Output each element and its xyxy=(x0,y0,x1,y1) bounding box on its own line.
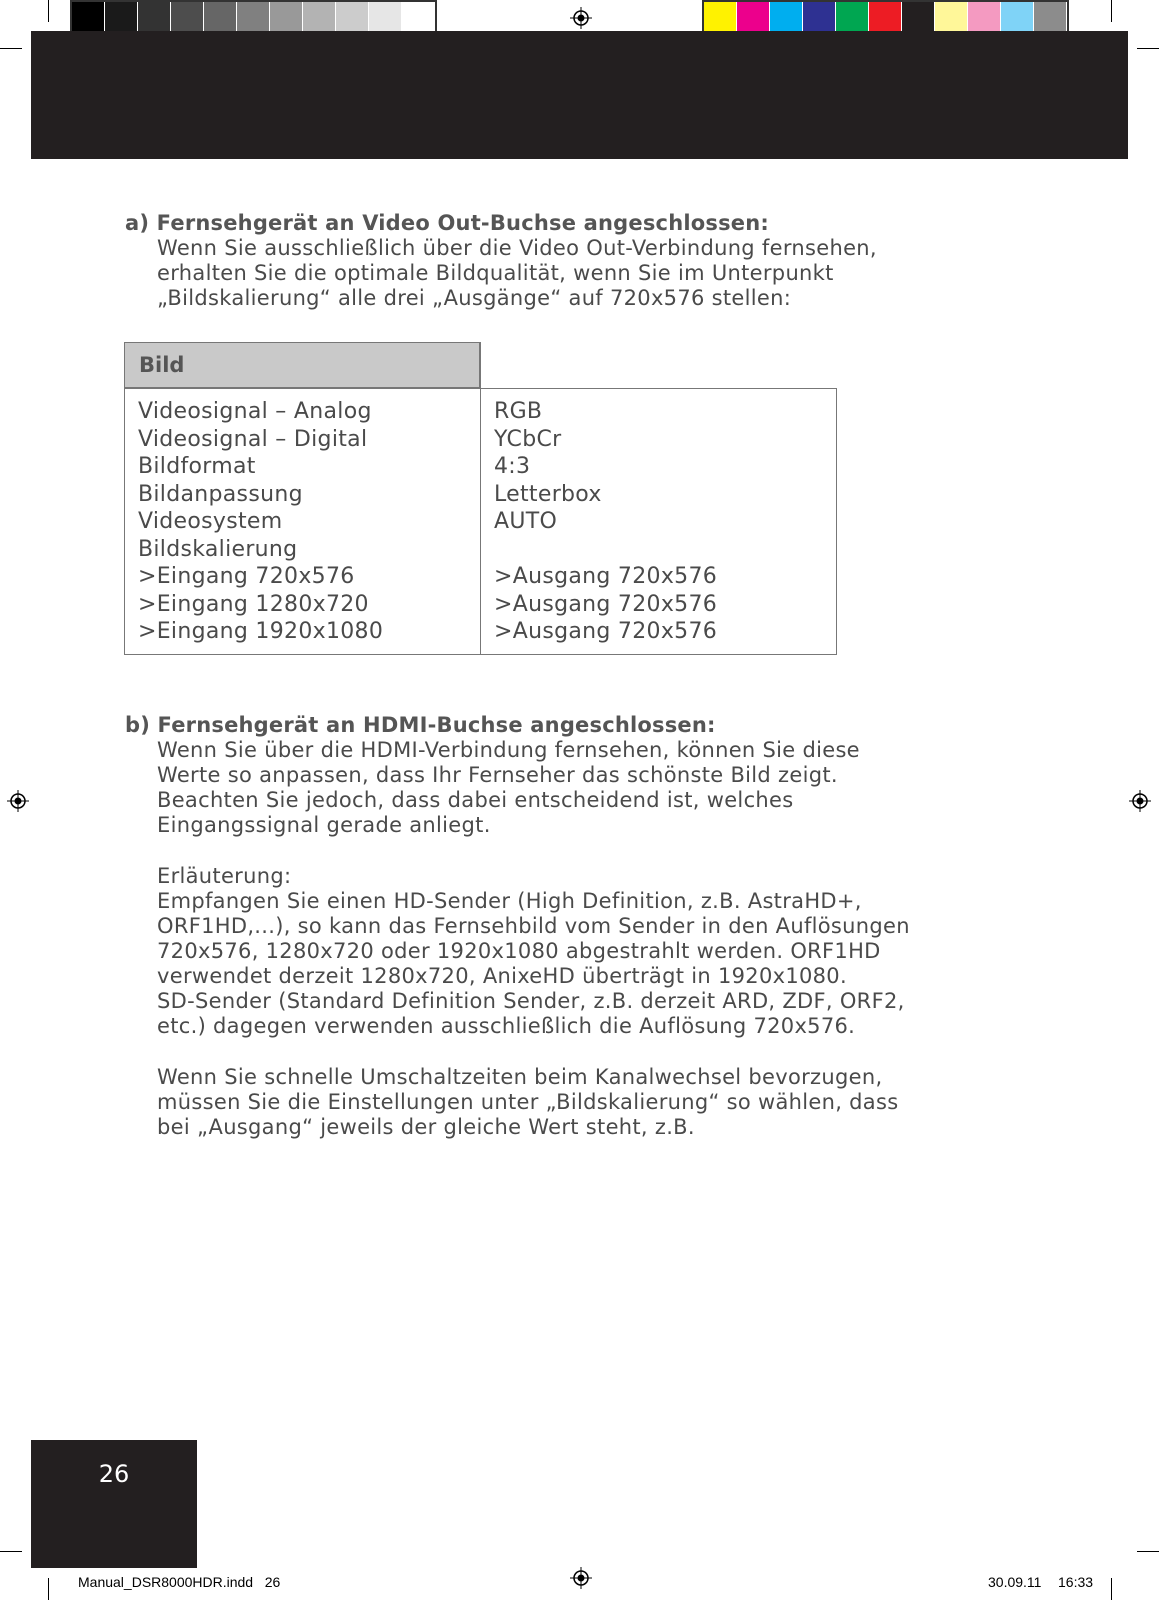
table-cell-value: Letterbox xyxy=(494,481,602,507)
text-line: Wenn Sie schnelle Umschaltzeiten beim Kanalwechsel bevorzugen, xyxy=(157,1065,883,1089)
registration-mark-icon xyxy=(7,790,29,812)
section-a-paragraph xyxy=(157,236,877,311)
crop-mark-top-right-h xyxy=(1137,48,1159,49)
table-column-divider xyxy=(480,342,481,655)
header-band xyxy=(31,31,1128,159)
crop-mark-bottom-right-h xyxy=(1137,1551,1159,1552)
table-cell-label: Bildanpassung xyxy=(138,481,303,507)
table-cell-value: >Ausgang 720x576 xyxy=(494,619,718,644)
crop-mark-bottom-left-h xyxy=(0,1551,22,1552)
registration-mark-icon xyxy=(570,1567,592,1589)
text-line: „Bildskalierung“ alle drei „Ausgänge“ auf 720x576 stellen: xyxy=(157,286,792,310)
crop-mark-bottom-right-v xyxy=(1111,1578,1112,1600)
table-cell-label: Bildskalierung xyxy=(138,536,298,562)
crop-mark-top-left-h xyxy=(0,48,22,49)
text-line: erhalten Sie die optimale Bildqualität, wenn Sie im Unterpunkt xyxy=(157,261,834,285)
table-cell-value: RGB xyxy=(494,399,543,424)
table-header xyxy=(124,342,480,388)
text-line: bei „Ausgang“ jeweils der gleiche Wert steht, z.B. xyxy=(157,1115,695,1139)
table-value-column xyxy=(494,398,717,646)
section-a-heading: a) Fernsehgerät an Video Out-Buchse angeschlossen: xyxy=(125,211,769,235)
section-b-heading: b) Fernsehgerät an HDMI-Buchse angeschlossen: xyxy=(125,713,716,737)
text-line: Werte so anpassen, dass Ihr Fernseher das schönste Bild zeigt. xyxy=(157,763,838,787)
table-header-label: Bild xyxy=(139,353,185,377)
section-b-paragraph-3 xyxy=(157,1065,898,1140)
section-b-paragraph-1 xyxy=(157,738,860,838)
table-cell-value xyxy=(494,536,717,564)
table-cell-value: >Ausgang 720x576 xyxy=(494,591,718,617)
text-line: müssen Sie die Einstellungen unter „Bildskalierung“ so wählen, dass xyxy=(157,1090,899,1114)
text-line: ORF1HD,...), so kann das Fernsehbild vom Sender in den Auflösungen xyxy=(157,914,910,938)
table-cell-label: >Eingang 1280x720 xyxy=(138,591,369,617)
table-cell-label: >Eingang 720x576 xyxy=(138,564,355,589)
slug-date: 30.09.11 xyxy=(988,1574,1042,1590)
text-line: Wenn Sie über die HDMI-Verbindung fernsehen, können Sie diese xyxy=(157,738,860,762)
crop-mark-bottom-left-v xyxy=(48,1578,49,1600)
table-label-column xyxy=(138,398,383,646)
section-b-paragraph-2 xyxy=(157,864,910,1039)
text-line: Wenn Sie ausschließlich über die Video Out-Verbindung fernsehen, xyxy=(157,236,877,260)
table-cell-label: Videosignal – Digital xyxy=(138,426,368,452)
text-line: Erläuterung: xyxy=(157,864,292,888)
table-cell-label: Bildformat xyxy=(138,454,256,479)
table-cell-label: >Eingang 1920x1080 xyxy=(138,619,384,644)
slug-filename: Manual_DSR8000HDR.indd 26 xyxy=(78,1574,281,1590)
text-line: Empfangen Sie einen HD-Sender (High Definition, z.B. AstraHD+, xyxy=(157,889,862,913)
slug-time: 16:33 xyxy=(1058,1574,1094,1590)
text-line: etc.) dagegen verwenden ausschließlich die Auflösung 720x576. xyxy=(157,1014,856,1038)
text-line: verwendet derzeit 1280x720, AnixeHD überträgt in 1920x1080. xyxy=(157,964,847,988)
table-cell-value: AUTO xyxy=(494,509,558,534)
table-cell-value: >Ausgang 720x576 xyxy=(494,564,718,589)
table-cell-label: Videosystem xyxy=(138,509,283,534)
registration-mark-icon xyxy=(1129,790,1151,812)
page-number-box xyxy=(31,1440,197,1568)
crop-mark-top-left-v xyxy=(48,0,49,22)
crop-mark-top-right-v xyxy=(1111,0,1112,22)
table-cell-label: Videosignal – Analog xyxy=(138,399,372,424)
text-line: Eingangssignal gerade anliegt. xyxy=(157,813,491,837)
text-line: SD-Sender (Standard Definition Sender, z.B. derzeit ARD, ZDF, ORF2, xyxy=(157,989,905,1013)
page-number: 26 xyxy=(98,1460,130,1488)
table-cell-value: YCbCr xyxy=(494,426,562,452)
table-cell-value: 4:3 xyxy=(494,454,531,479)
text-line: 720x576, 1280x720 oder 1920x1080 abgestrahlt werden. ORF1HD xyxy=(157,939,881,963)
registration-mark-icon xyxy=(570,7,592,29)
text-line: Beachten Sie jedoch, dass dabei entscheidend ist, welches xyxy=(157,788,794,812)
